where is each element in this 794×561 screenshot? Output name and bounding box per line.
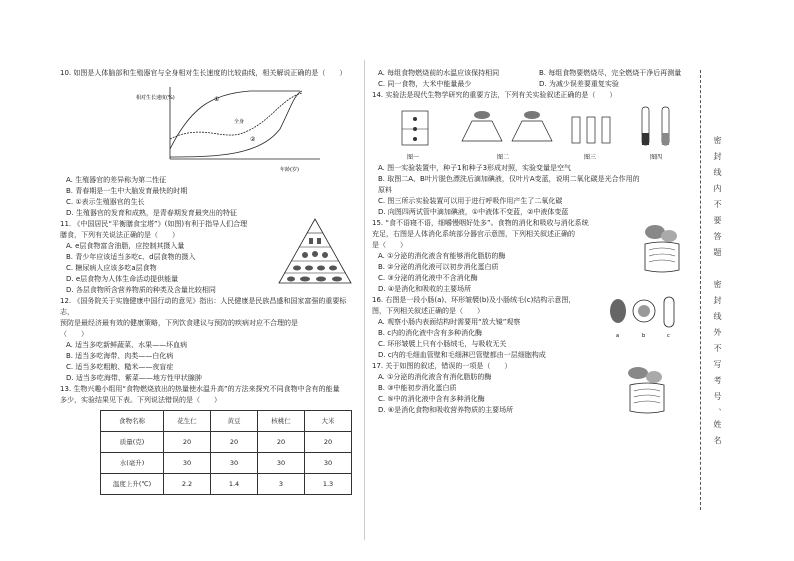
table-cell: 水(毫升) — [101, 453, 164, 474]
table-cell: 20 — [305, 432, 352, 453]
digestive-system-figure-1 — [637, 220, 687, 278]
q13-option-d[interactable]: D. 为减少误差要重复实验 — [539, 80, 619, 88]
q14-option-b-cont: 原料 — [378, 186, 392, 194]
q15-stem: 15. “食不语寝不语，细嚼慢咽好处多”。食物的消化和吸收与消化系统 — [372, 219, 589, 227]
q13-table — [100, 410, 352, 495]
q11-stem2: 膳食，下列有关说法正确的是（ ） — [60, 231, 179, 239]
q10-curve1: ① — [214, 96, 220, 103]
q14-fig4-label: 图四 — [650, 154, 663, 161]
q10-option-c[interactable]: C. ①表示生殖器官的生长 — [66, 198, 145, 206]
q16-stem: 16. 右图是一段小肠(a)、环形皱襞(b)及小肠绒毛(c)结构示意图， — [372, 296, 576, 304]
q16-option-a[interactable]: A. 观察小肠内表面结构时需要用“放大镜”观察 — [378, 318, 521, 326]
q11-option-c[interactable]: C. 糖尿病人应该多吃a层食物 — [66, 264, 157, 272]
q11-stem: 11. 《中国居民“平衡膳食宝塔”》(如图)有利于指导人们合理 — [60, 220, 248, 228]
left-column — [60, 68, 360, 499]
q10-option-d[interactable]: D. 生殖器官的发育和成熟，是青春期发育最突出的特征 — [66, 209, 237, 217]
q10-stem: 10. 如图是人体脑部和生殖器官与全身相对生长速度的比较曲线，相关解说正确的是（ ） — [60, 69, 347, 77]
table-row — [101, 453, 352, 474]
q16-option-b[interactable]: B. c内的消化液中含有多种消化酶 — [378, 329, 483, 337]
table-cell: 20 — [211, 432, 258, 453]
table-row — [101, 432, 352, 453]
fig-label-a: a — [616, 333, 620, 339]
q15-option-d[interactable]: D. ④是消化和吸收的主要场所 — [378, 285, 472, 293]
table-header: 核桃仁 — [258, 411, 305, 432]
q14-option-b[interactable]: B. 取图二A、B叶片脱色漂洗后滴加碘液，仅叶片A变蓝，说明二氧化碳是光合作用的 — [378, 175, 640, 183]
q11-option-d2[interactable]: D. 各层食物所含营养物质的种类及含量比较相同 — [66, 286, 216, 294]
table-header: 黄豆 — [211, 411, 258, 432]
table-cell: 1.4 — [211, 474, 258, 495]
table-header: 花生仁 — [164, 411, 211, 432]
q16-option-c[interactable]: C. 环形皱襞上只有小肠绒毛，与吸收无关 — [378, 340, 507, 348]
q15-stem3: 是（ ） — [372, 241, 407, 249]
q10-curve2: ② — [250, 136, 256, 143]
q11-option-d[interactable]: D. e层食物为人体生命活动提供能量 — [66, 275, 179, 283]
q13-options-row1 — [372, 68, 690, 79]
q12-stem2: 预防是最经济最有效的健康策略，下列饮食建议与预防的疾病对应不合理的是 — [60, 319, 298, 327]
table-cell: 3 — [258, 474, 305, 495]
q15-option-b[interactable]: B. ②分泌的消化液可以初步消化蛋白质 — [378, 263, 499, 271]
q10-chart-area — [60, 79, 360, 175]
q10-xlabel: 年龄(岁) — [280, 167, 299, 173]
table-cell: 30 — [211, 453, 258, 474]
q12-option-b[interactable]: B. 适当多吃海带、肉类——白化病 — [66, 352, 174, 360]
q14-fig1-label: 图一 — [407, 154, 420, 161]
q10-curve3: 全身 — [234, 119, 245, 125]
q15-stem2: 充足，右图是人体消化系统部分器官示意图，下列相关叙述正确的 — [372, 230, 575, 238]
q12-stem: 12. 《国务院关于实施健康中国行动的意见》指出：人民健康是民族昌盛和国家富强的重要标志， — [60, 297, 347, 316]
q12-option-d[interactable]: D. 适当多吃海带、紫菜——地方性甲状腺肿 — [66, 374, 202, 382]
q16-stem2: 图，下列相关叙述正确的是（ ） — [372, 307, 484, 315]
q13-options-row2 — [372, 79, 690, 90]
q14-figures — [372, 101, 690, 163]
table-row — [101, 474, 352, 495]
table-cell: 2.2 — [164, 474, 211, 495]
table-cell: 质量(克) — [101, 432, 164, 453]
q17-option-a[interactable]: A. ①分泌的消化液含有消化脂肪的酶 — [378, 373, 492, 381]
table-header: 大米 — [305, 411, 352, 432]
table-cell: 20 — [164, 432, 211, 453]
q13-option-b[interactable]: B. 每组食物要燃烧尽，完全燃烧干净后再测量 — [539, 69, 682, 77]
q11-option-a[interactable]: A. e层食物富含油脂，应控制其摄入量 — [66, 242, 185, 250]
fig-label-c: c — [667, 333, 670, 339]
q12-option-a[interactable]: A. 适当多吃新鲜蔬菜、水果——坏血病 — [66, 341, 188, 349]
q14-fig3-label: 图三 — [584, 154, 597, 161]
q16-option-d[interactable]: D. c内的毛细血管壁和毛细淋巴管壁都由一层细胞构成 — [378, 351, 546, 359]
table-cell: 30 — [164, 453, 211, 474]
table-cell: 30 — [258, 453, 305, 474]
table-cell: 温度上升(℃) — [101, 474, 164, 495]
digestive-system-figure-2 — [622, 363, 672, 421]
q10-growth-chart — [130, 79, 330, 175]
seal-line-notice: 密 封 线 内 不 要 答 题 密 封 线 外 不 写 考 号 、 姓 名 — [700, 70, 725, 510]
small-intestine-figure — [606, 293, 686, 343]
q10-option-a[interactable]: A. 生殖器官的差异称为第二性征 — [66, 176, 167, 184]
q14-option-c[interactable]: C. 图三所示实验装置可以用于进行呼吸作用产生了二氧化碳 — [378, 197, 563, 205]
food-pyramid-figure — [275, 217, 355, 285]
q13-stem2: 多少，实验结果见下表。下列说法错误的是（ ） — [60, 396, 221, 404]
q14-stem: 14. 实验法是现代生物学研究的重要方法，下列有关实验叙述正确的是（ ） — [372, 91, 617, 99]
table-cell: 20 — [258, 432, 305, 453]
fig-label-b: b — [642, 333, 646, 339]
q12-stem3: （ ） — [60, 330, 88, 338]
table-cell: 1.3 — [305, 474, 352, 495]
q17-option-c[interactable]: C. ⑤中的消化液中含有多种消化酶 — [378, 395, 485, 403]
q14-option-a[interactable]: A. 图一实验装置中，种子1和种子3形成对照，实验变量是空气 — [378, 164, 572, 172]
q13-option-c[interactable]: C. 同一食物，大米中能量最少 — [378, 80, 472, 88]
table-header-row — [101, 411, 352, 432]
q17-option-b[interactable]: B. ③中能初步消化蛋白质 — [378, 384, 457, 392]
q13-option-a[interactable]: A. 每组食物燃烧前的水温应该保持相同 — [378, 69, 500, 77]
q10-option-b[interactable]: B. 青春期是一生中大脑发育最快的时期 — [66, 187, 188, 195]
q14-experiment-figures — [372, 101, 690, 163]
table-header: 食物名称 — [101, 411, 164, 432]
q10-ylabel: 相对生长速度(%) — [136, 95, 175, 101]
q15-option-c[interactable]: C. ③分泌的消化液中不含消化酶 — [378, 274, 478, 282]
column-divider — [364, 60, 365, 540]
q17-stem: 17. 关于如图的叙述，错误的一项是（ ） — [372, 362, 512, 370]
q15-option-a[interactable]: A. ①分泌的消化液含有能够消化脂肪的酶 — [378, 252, 506, 260]
q11-option-b[interactable]: B. 青少年应该适当多吃c、d层食物的摄入 — [66, 253, 196, 261]
q17-option-d[interactable]: D. ⑥是消化食物和吸收营养物质的主要场所 — [378, 406, 514, 414]
q13-stem: 13. 生物兴趣小组用“食物燃烧放出的热量使水温升高”的方法来探究不同食物中含有的能量 — [60, 385, 340, 393]
table-cell: 30 — [305, 453, 352, 474]
q12-option-c[interactable]: C. 适当多吃粗粮、糙米——夜盲症 — [66, 363, 174, 371]
q14-fig2-label: 图二 — [497, 154, 510, 161]
right-column — [372, 68, 690, 416]
q14-option-d[interactable]: D. 向图四两试管中滴加碘液，①中液体不变蓝，②中液体变蓝 — [378, 208, 569, 216]
